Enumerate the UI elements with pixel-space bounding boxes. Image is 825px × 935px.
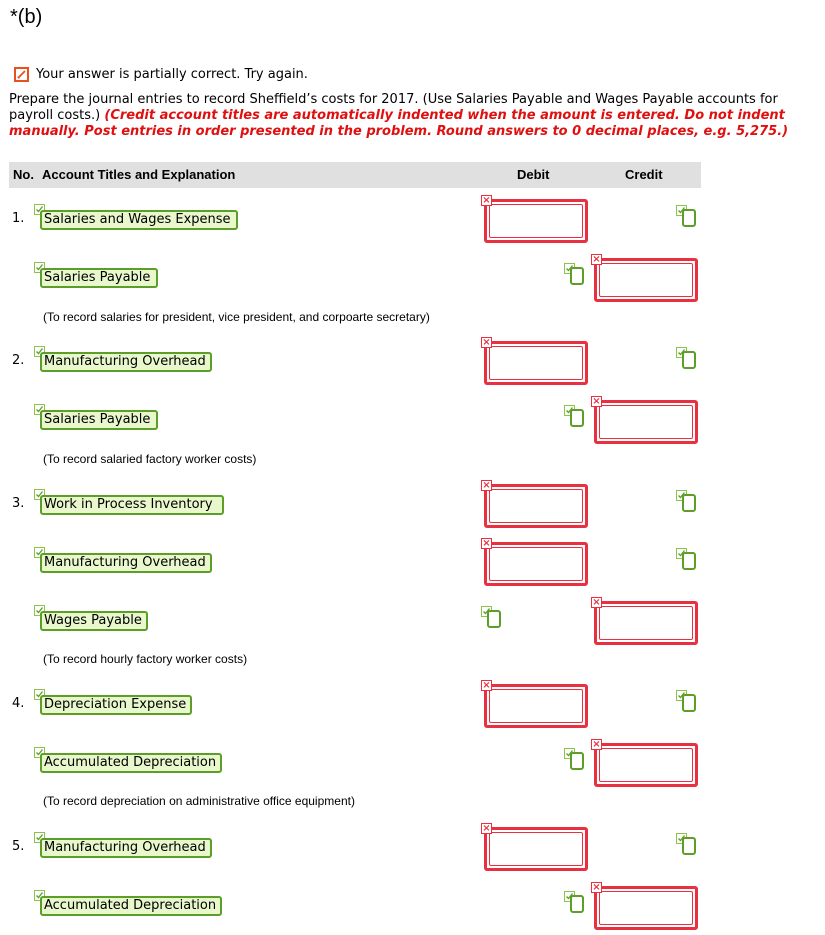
instructions-text: Prepare the journal entries to record Sheffield’s costs for 2017. (Use Salaries Payable and Wages Payable accounts for payroll costs.): [9, 92, 778, 123]
debit-amount-field[interactable]: [484, 341, 588, 385]
credit-amount-field[interactable]: [594, 258, 698, 302]
incorrect-x-icon: ×: [482, 337, 491, 348]
credit-amount-field[interactable]: [594, 601, 698, 645]
pencil-icon: [14, 67, 29, 82]
credit-amount-field[interactable]: [682, 351, 696, 369]
credit-amount-field[interactable]: [594, 400, 698, 444]
entry-explanation: (To record depreciation on administrative office equipment): [43, 794, 355, 808]
account-title-field[interactable]: Manufacturing Overhead: [40, 352, 212, 372]
credit-amount-field[interactable]: [682, 209, 696, 227]
header-account: Account Titles and Explanation: [42, 167, 236, 182]
header-credit: Credit: [625, 167, 663, 182]
account-title-field[interactable]: Manufacturing Overhead: [40, 838, 212, 858]
account-title-field[interactable]: Accumulated Depreciation: [40, 753, 222, 773]
account-title-field[interactable]: Manufacturing Overhead: [40, 553, 212, 573]
debit-amount-field[interactable]: [484, 199, 588, 243]
incorrect-x-icon: ×: [592, 396, 601, 407]
incorrect-x-icon: ×: [592, 597, 601, 608]
part-label: *(b): [10, 6, 43, 28]
entry-explanation: (To record hourly factory worker costs): [43, 652, 248, 666]
entry-explanation: (To record salaries for president, vice president, and corpoarte secretary): [43, 310, 430, 324]
entry-number: 4.: [12, 696, 25, 711]
account-title-field[interactable]: Salaries and Wages Expense: [40, 210, 238, 230]
entry-explanation: (To record salaried factory worker costs): [43, 452, 257, 466]
entry-number: 1.: [12, 211, 25, 226]
debit-amount-field[interactable]: [570, 752, 584, 770]
incorrect-x-icon: ×: [482, 538, 491, 549]
entry-number: 5.: [12, 839, 25, 854]
entry-number: 2.: [12, 353, 25, 368]
incorrect-x-icon: ×: [592, 739, 601, 750]
incorrect-x-icon: ×: [482, 823, 491, 834]
credit-amount-field[interactable]: [594, 886, 698, 930]
entry-number: 3.: [12, 496, 25, 511]
debit-amount-field[interactable]: [570, 895, 584, 913]
account-title-field[interactable]: Work in Process Inventory: [40, 495, 224, 515]
status-message: Your answer is partially correct. Try again.: [36, 67, 308, 82]
answer-status: [14, 67, 308, 82]
credit-amount-field[interactable]: [682, 552, 696, 570]
debit-amount-field[interactable]: [484, 484, 588, 528]
account-title-field[interactable]: Depreciation Expense: [40, 695, 192, 715]
incorrect-x-icon: ×: [482, 480, 491, 491]
account-title-field[interactable]: Wages Payable: [40, 611, 148, 631]
account-title-field[interactable]: Accumulated Depreciation: [40, 896, 222, 916]
credit-amount-field[interactable]: [594, 743, 698, 787]
account-title-field[interactable]: Salaries Payable: [40, 410, 158, 430]
credit-amount-field[interactable]: [682, 837, 696, 855]
header-debit: Debit: [517, 167, 550, 182]
credit-amount-field[interactable]: [682, 694, 696, 712]
incorrect-x-icon: ×: [592, 254, 601, 265]
debit-amount-field[interactable]: [570, 267, 584, 285]
incorrect-x-icon: ×: [592, 882, 601, 893]
instructions-note: (Credit account titles are automatically indented when the amount is entered. Do not indent manually. Post entries in order presented in the problem. Round answers to 0 decimal places, e.g. 5,275.): [9, 108, 789, 139]
debit-amount-field[interactable]: [484, 684, 588, 728]
journal-table-header: [9, 162, 701, 188]
debit-amount-field[interactable]: [484, 542, 588, 586]
account-title-field[interactable]: Salaries Payable: [40, 268, 158, 288]
incorrect-x-icon: ×: [482, 195, 491, 206]
credit-amount-field[interactable]: [682, 494, 696, 512]
debit-amount-field[interactable]: [487, 610, 501, 628]
debit-amount-field[interactable]: [484, 827, 588, 871]
header-no: No.: [13, 167, 34, 182]
debit-amount-field[interactable]: [570, 409, 584, 427]
incorrect-x-icon: ×: [482, 680, 491, 691]
instructions: [9, 92, 821, 140]
